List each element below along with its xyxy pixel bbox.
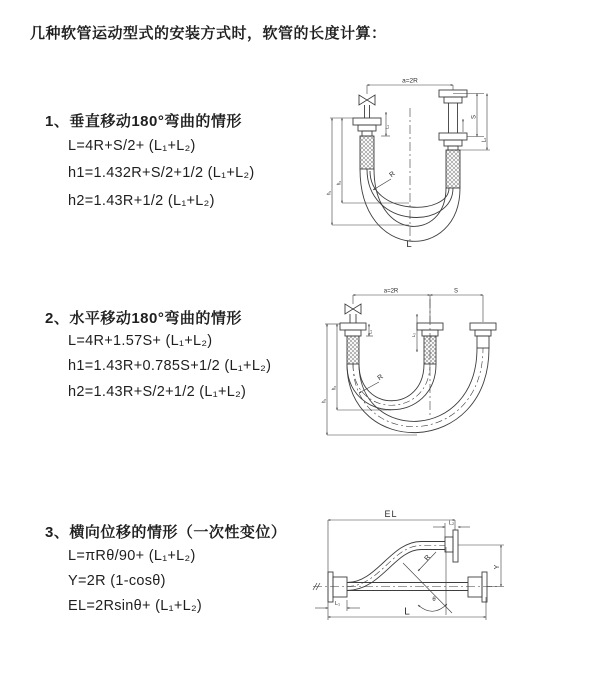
section-2-formula-L: L=4R+1.57S+ (L₁+L₂) [68,333,213,349]
d1-right-flange-bottom [439,133,467,150]
d3-left-flange [328,572,347,602]
section-1-formula-h2: h2=1.43R+1/2 (L₁+L₂) [68,193,215,209]
d3-right-flange [468,572,487,602]
section-1-heading: 1、垂直移动180°弯曲的情形 [45,113,242,130]
d2-dim-label-a2r: a=2R [383,288,399,295]
d3-dim-label-l2: L₂ [448,520,455,527]
d3-dim-label-l1: L₁ [335,601,340,607]
d2-dim-label-h1: h₁ [321,398,328,404]
d2-dim-label-s: S [453,288,459,295]
section-1-formula-h1: h1=1.432R+S/2+1/2 (L₁+L₂) [68,165,255,181]
d1-piping [353,90,467,242]
section-2-heading: 2、水平移动180°弯曲的情形 [45,310,242,327]
d1-length-label: L [406,239,412,250]
d2-dim-label-l2: L₂ [411,332,416,338]
d3-piping [313,530,497,602]
d1-left-flange [353,118,381,136]
d2-left-braided-hose [347,336,359,364]
section-1-formula-L: L=4R+S/2+ (L₁+L₂) [68,138,196,154]
d2-dim-label-l1: L₁ [367,329,373,335]
d1-dim-label-l2: L₂ [481,137,488,143]
d3-dim-label-el: EL [384,509,398,519]
d1-dim-label-h2: h₂ [336,180,343,186]
d3-radius-label: R [423,553,433,563]
d1-radius-label: R [388,170,397,180]
d2-dim-label-h2: h₂ [331,385,338,391]
d3-dim-label-y: Y [494,564,501,570]
d1-left-braided-hose [360,136,374,169]
d3-length-label: L [404,606,410,618]
d1-dim-label-s: S [471,114,478,120]
section-3-formula-L: L=πRθ/90+ (L₁+L₂) [68,548,196,564]
d1-right-flange-top [439,90,467,103]
d2-right-hub [477,336,489,348]
section-3-formula-EL: EL=2Rsinθ+ (L₁+L₂) [68,598,203,614]
d3-theta-label: θ [432,597,436,603]
d1-dim-label-a2r: a=2R [402,77,418,85]
d2-left-flange [340,323,366,336]
d2-hose-u-bend-original [347,364,436,410]
d2-right-flange [470,323,496,336]
diagram-horizontal-180-bend [313,283,600,460]
valve-icon [359,95,375,105]
d1-dim-label-l1: L₁ [384,124,390,130]
diagram-lateral-displacement [305,505,600,660]
d1-dim-label-h1: h₁ [326,190,333,196]
section-3-formula-Y: Y=2R (1-cosθ) [68,573,166,589]
d2-dimensions [325,295,483,435]
section-3-heading: 3、横向位移的情形（一次性变位） [45,524,287,541]
d3-s-curve-hose [347,542,445,591]
d2-radius-label: R [376,373,385,383]
section-2-formula-h1: h1=1.43R+0.785S+1/2 (L₁+L₂) [68,358,272,374]
section-2-formula-h2: h2=1.43R+S/2+1/2 (L₁+L₂) [68,384,247,400]
d3-upper-flange [445,530,458,562]
diagram-vertical-180-bend [318,72,590,264]
d2-piping [340,299,496,433]
d3-dimensions [315,520,504,620]
page-title: 几种软管运动型式的安装方式时，软管的长度计算： [30,25,387,42]
valve-icon [345,304,361,314]
d1-right-braided-hose [446,150,460,188]
